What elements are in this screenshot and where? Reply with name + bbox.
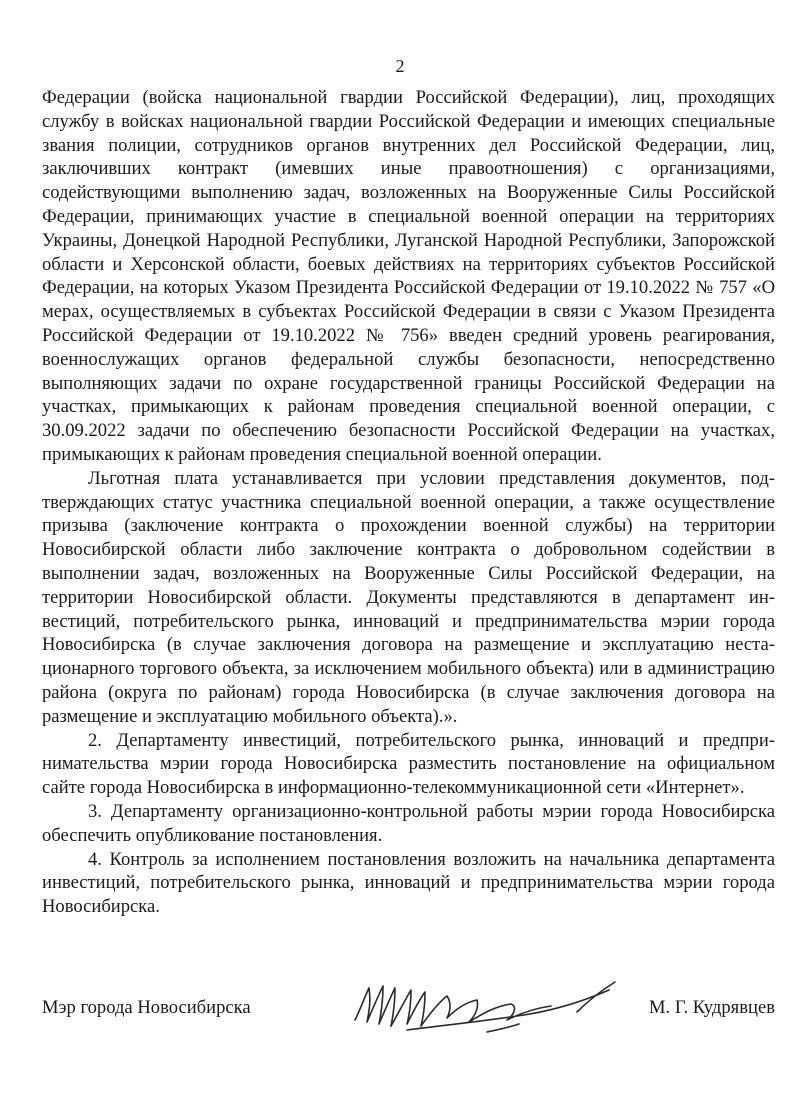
signature-block [42, 980, 775, 1040]
handwritten-signature [347, 972, 637, 1042]
signatory-title: Мэр города Новосибирска [42, 997, 251, 1018]
paragraph-item-4: 4. Контроль за исполнением постановления возложить на начальника департамента инвестиций, потребительского рынка, инноваций и предпринимательства мэрии города Новосибирска. [42, 848, 775, 918]
paragraph-item-3: 3. Департаменту организационно-контрольной работы мэрии города Новосибирска обеспечить опубликование постановления. [42, 800, 775, 846]
paragraph-preferential-fee: Льготная плата устанавливается при условии представления документов, подтверждающих статус участника специальной военной операции, а также осуществление призыва (заключение контракта о прохождении военной службы) на территории Новосибирской области либо заключение контракта о добровольном содействии в выполнении задач, возложенных на Вооруженные Силы Российской Федерации, на территории Новосибирской области. Документы представляются в департамент инвестиций, потребительского рынка, инноваций и предпринимательства мэрии города Новосибирска (в случае заключения договора на размещение и эксплуатацию нестационарного торгового объекта, за исключением мобильного объекта) или в администрацию района (округа по районам) города Новосибирска (в случае заключения договора на размещение и эксплуатацию мобильного объекта).». [42, 467, 775, 727]
document-body [42, 86, 775, 919]
signatory-name: М. Г. Кудрявцев [649, 997, 775, 1018]
paragraph-continuation: Федерации (войска национальной гвардии Российской Федерации), лиц, проходящих службу в войсках национальной гвардии Российской Федерации и имеющих специальные звания полиции, сотрудников органов внутренних дел Российской Федерации, лиц, заключивших контракт (имевших иные правоотношения) с организациями, содействующими выполнению задач, возложенных на Вооруженные Силы Российской Федерации, принимающих участие в специальной военной операции на территориях Украины, Донецкой Народной Республики, Луганской Народной Республики, Запорожской области и Херсонской области, боевых действиях на территориях субъектов Российской Федерации, на которых Указом Президента Российской Федерации от 19.10.2022 № 757 «О мерах, осуществляемых в субъектах Российской Федерации в связи с Указом Президента Российской Федерации от 19.10.2022 № 756» введен средний уровень реагирования, военнослужащих органов федеральной службы безопасности, непосредственно выполняющих задачи по охране государственной границы Российской Федерации на участках, примыкающих к районам проведения специальной военной операции, с 30.09.2022 задачи по обеспечению безопасности Российской Федерации на участках, примыкающих к районам проведения специальной военной операции. [42, 87, 775, 465]
page-number: 2 [395, 56, 405, 76]
paragraph-item-2: 2. Департаменту инвестиций, потребительского рынка, инноваций и предпринимательства мэрии города Новосибирска разместить постановление на официальном сайте города Новосибирска в информационно-телекоммуникационной сети «Интернет». [42, 729, 775, 799]
